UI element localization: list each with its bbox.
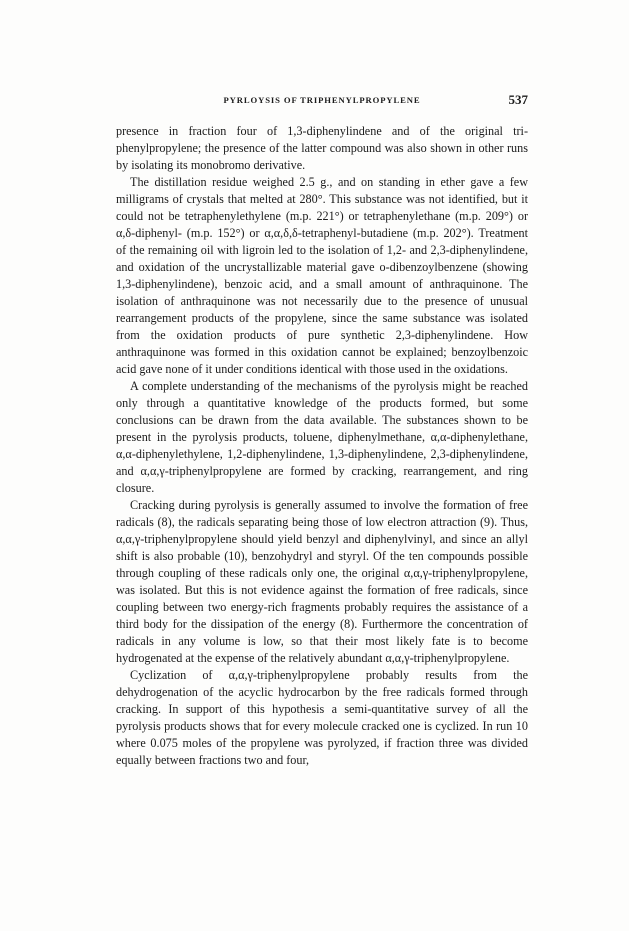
paragraph-2: The distillation residue weighed 2.5 g., and on standing in ether gave a few milligrams of crystals that melted at 280°. This substance was not identified, but it could not be tetraphenylethylene (m.p. 221°) or tetraphenylethane (m.p. 209°) or α,δ-diphenyl- (m.p. 152°) or α,α,δ,δ-tetraphenyl-butadiene (m.p. 202°). Treatment of the remaining oil with ligroin led to the isolation of 1,2- and 2,3-diphenylindene, and oxidation of the uncrystallizable material gave o-dibenzoylbenzene (showing 1,3-diphenylindene), benzoic acid, and a small amount of anthraquinone. The isolation of anthraquinone was not necessarily due to the presence of unusual rearrangement products of the propylene, since the same substance was isolated from the oxidation products of pure synthetic 2,3-diphenylindene. How anthraquinone was formed in this oxidation cannot be explained; benzoylbenzoic acid gave none of it under conditions identical with those used in the oxidations. [116, 175, 528, 376]
paragraph-3: A complete understanding of the mechanisms of the pyrolysis might be reached only through a quantitative knowledge of the products formed, but some conclusions can be drawn from the data available. The substances shown to be present in the pyrolysis products, toluene, diphenylmethane, α,α-diphenylethane, α,α-diphenylethylene, 1,2-diphenylindene, 1,3-diphenylindene, 2,3-diphenylindene, and α,α,γ-triphenylpropylene are formed by cracking, rearrangement, and ring closure. [116, 379, 528, 495]
page-number: 537 [508, 92, 528, 107]
paragraph-1: presence in fraction four of 1,3-diphenylindene and of the original triphenylpropylene; the presence of the latter compound was also shown in other runs by isolating its monobromo derivative. [116, 124, 528, 172]
page-header [116, 92, 528, 112]
paragraph-5: Cyclization of α,α,γ-triphenylpropylene probably results from the dehydrogenation of the acyclic hydrocarbon by the free radicals formed through cracking. In support of this hypothesis a semi-quantitative survey of all the pyrolysis products shows that for every molecule cracked one is cyclized. In run 10 where 0.075 moles of the propylene was pyrolyzed, if fraction three was divided equally between fractions two and four, [116, 668, 528, 767]
body-text [116, 123, 528, 769]
paragraph-4: Cracking during pyrolysis is generally assumed to involve the formation of free radicals (8), the radicals separating being those of low electron attraction (9). Thus, α,α,γ-triphenylpropylene should yield benzyl and diphenylvinyl, and since an allyl shift is also probable (10), benzohydryl and styryl. Of the ten compounds possible through coupling of these radicals only one, the original α,α,γ-triphenylpropylene, was isolated. But this is not evidence against the formation of free radicals, since coupling between two energy-rich fragments probably requires the assistance of a third body for the dissipation of the energy (8). Furthermore the concentration of radicals in any volume is low, so that their most likely fate is to become hydrogenated at the expense of the relatively abundant α,α,γ-triphenylpropylene. [116, 498, 528, 665]
running-title: PYRLOYSIS OF TRIPHENYLPROPYLENE [223, 95, 421, 105]
